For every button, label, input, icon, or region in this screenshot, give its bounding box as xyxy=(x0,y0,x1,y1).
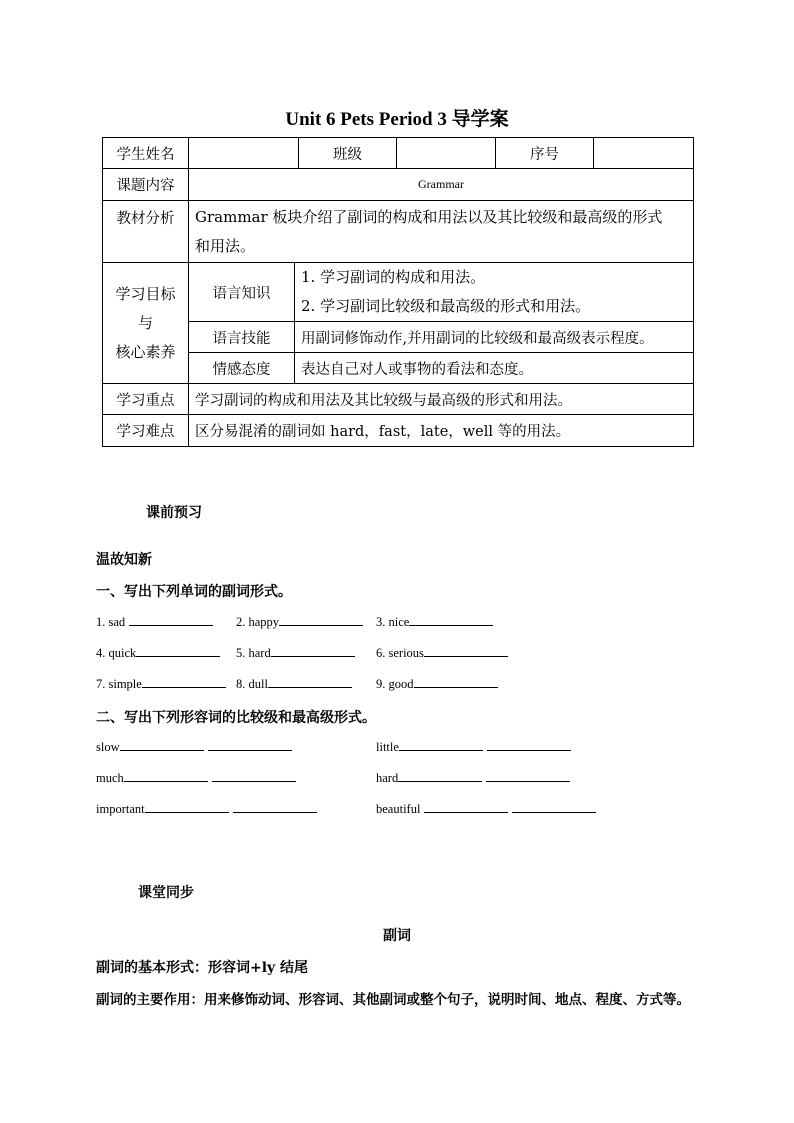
q1-item: 4. quick xyxy=(96,646,137,660)
answer-blank[interactable] xyxy=(136,645,220,657)
answer-blank[interactable] xyxy=(129,614,213,626)
answer-blank[interactable] xyxy=(233,801,317,813)
skills-label: 语言技能 xyxy=(189,322,295,353)
q1-item: 1. sad xyxy=(96,615,126,629)
q2-title: 二、写出下列形容词的比较级和最高级形式。 xyxy=(96,710,376,726)
answer-blank[interactable] xyxy=(486,770,570,782)
answer-blank[interactable] xyxy=(212,770,296,782)
answer-blank[interactable] xyxy=(120,739,204,751)
seat-label: 序号 xyxy=(496,138,594,169)
answer-blank[interactable] xyxy=(142,676,226,688)
q2-item: hard xyxy=(376,771,399,785)
student-name-label: 学生姓名 xyxy=(103,138,189,169)
q1-item: 2. happy xyxy=(236,615,280,629)
answer-blank[interactable] xyxy=(424,801,508,813)
seat-cell[interactable] xyxy=(594,138,694,169)
basic-form-note: 副词的基本形式：形容词+ly 结尾 xyxy=(96,960,309,976)
q2-item: little xyxy=(376,740,399,754)
student-name-cell[interactable] xyxy=(189,138,299,169)
answer-blank[interactable] xyxy=(124,770,208,782)
emotion-label: 情感态度 xyxy=(189,353,295,384)
analysis-line-1: Grammar 板块介绍了副词的构成和用法以及其比较级和最高级的形式 xyxy=(195,207,663,226)
answer-blank[interactable] xyxy=(208,739,292,751)
analysis-line-2: 和用法。 xyxy=(195,236,256,255)
answer-blank[interactable] xyxy=(512,801,596,813)
q2-item: slow xyxy=(96,740,120,754)
focus-label: 学习重点 xyxy=(103,384,189,415)
emotion-value: 表达自己对人或事物的看法和态度。 xyxy=(295,353,694,384)
answer-blank[interactable] xyxy=(487,739,571,751)
q2-item: much xyxy=(96,771,124,785)
answer-blank[interactable] xyxy=(399,739,483,751)
page-title: Unit 6 Pets Period 3 导学案 xyxy=(285,109,509,130)
class-cell[interactable] xyxy=(397,138,496,169)
answer-blank[interactable] xyxy=(145,801,229,813)
answer-blank[interactable] xyxy=(414,676,498,688)
answer-blank[interactable] xyxy=(424,645,508,657)
q1-item: 9. good xyxy=(376,677,414,691)
class-heading: 课堂同步 xyxy=(138,885,194,901)
topic-label: 课题内容 xyxy=(103,169,189,201)
topic-value: Grammar xyxy=(189,169,694,201)
q1-item: 8. dull xyxy=(236,677,268,691)
q1-title: 一、写出下列单词的副词形式。 xyxy=(96,584,292,600)
difficulty-value: 区分易混淆的副词如 hard，fast，late，well 等的用法。 xyxy=(189,415,694,447)
answer-blank[interactable] xyxy=(271,645,355,657)
q1-item: 3. nice xyxy=(376,615,410,629)
class-label: 班级 xyxy=(299,138,397,169)
info-table xyxy=(102,137,694,447)
q1-item: 5. hard xyxy=(236,646,271,660)
main-use-note: 副词的主要作用：用来修饰动词、形容词、其他副词或整个句子，说明时间、地点、程度、方式等。 xyxy=(96,992,690,1008)
answer-blank[interactable] xyxy=(398,770,482,782)
knowledge-item-2: 2. 学习副词比较级和最高级的形式和用法。 xyxy=(301,297,591,315)
goals-label: 学习目标 与 核心素养 xyxy=(103,263,189,384)
difficulty-label: 学习难点 xyxy=(103,415,189,447)
q1-item: 6. serious xyxy=(376,646,424,660)
answer-blank[interactable] xyxy=(409,614,493,626)
knowledge-item-1: 1. 学习副词的构成和用法。 xyxy=(301,268,486,286)
adverb-heading: 副词 xyxy=(383,928,411,944)
focus-value: 学习副词的构成和用法及其比较级与最高级的形式和用法。 xyxy=(189,384,694,415)
q2-item: important xyxy=(96,802,145,816)
knowledge-label: 语言知识 xyxy=(189,263,295,322)
answer-blank[interactable] xyxy=(268,676,352,688)
skills-value: 用副词修饰动作,并用副词的比较级和最高级表示程度。 xyxy=(295,322,694,353)
analysis-label: 教材分析 xyxy=(103,201,189,263)
preview-heading: 课前预习 xyxy=(146,505,202,521)
q2-item: beautiful xyxy=(376,802,421,816)
answer-blank[interactable] xyxy=(279,614,363,626)
preview-subheading: 温故知新 xyxy=(96,552,152,568)
q1-item: 7. simple xyxy=(96,677,142,691)
